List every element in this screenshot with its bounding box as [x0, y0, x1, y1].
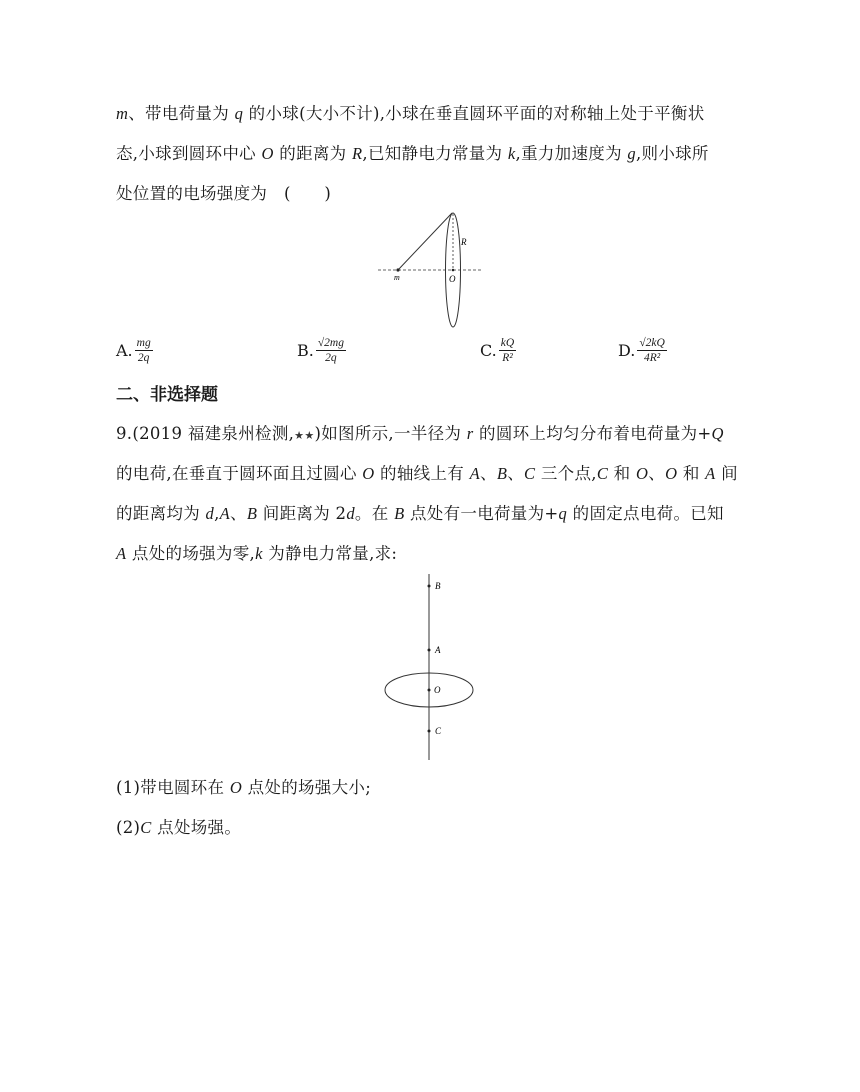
label-A: A — [435, 645, 441, 655]
q9-sub-2: (2)C 点处场强。 — [116, 818, 242, 837]
point-O-dot — [428, 689, 431, 692]
q9-line-1: 9.(2019 福建泉州检测,★★)如图所示,一半径为 r 的圆环上均匀分布着电荷量为+Q — [116, 424, 724, 443]
q9-line-3: 的距离均为 d,A、B 间距离为 2d。在 B 点处有一电荷量为+q 的固定点电荷。已知 — [116, 504, 724, 523]
q8-line-3: 处位置的电场强度为 ( ) — [116, 184, 332, 203]
center-dot — [452, 269, 455, 272]
difficulty-stars-icon: ★★ — [294, 429, 315, 442]
point-A-dot — [428, 649, 431, 652]
point-C-dot — [428, 730, 431, 733]
option-b[interactable]: B. $\frac{√2mg}{2q}$ — [297, 337, 344, 364]
ring-ball-figure — [376, 208, 486, 332]
q9-sub-1: (1)带电圆环在 O 点处的场强大小; — [116, 778, 372, 797]
option-d-fraction: $\frac{√2kQ}{\text{4R²}}$ — [639, 337, 665, 364]
label-O2: O — [434, 685, 441, 695]
option-c[interactable]: C. $\frac{kQ}{\text{R²}}$ — [480, 337, 515, 364]
option-b-fraction: $\frac{√2mg}{2q}$ — [317, 337, 344, 364]
q9-line-2: 的电荷,在垂直于圆环面且过圆心 O 的轴线上有 A、B、C 三个点,C 和 O、O 和 A 间 — [116, 464, 738, 483]
label-m: m — [394, 273, 400, 282]
label-C: C — [435, 726, 442, 736]
label-R: R — [461, 237, 467, 247]
q8-line-2: 态,小球到圆环中心 O 的距离为 R,已知静电力常量为 k,重力加速度为 g,则小球所 — [116, 144, 709, 163]
option-d[interactable]: D. $\frac{√2kQ}{\text{4R²}}$ — [618, 337, 665, 364]
string-line — [398, 213, 452, 270]
option-a-fraction: $\frac{mg}{2q}$ — [136, 337, 151, 364]
section-heading: 二、非选择题 — [116, 385, 218, 405]
option-a[interactable]: A. $\frac{mg}{2q}$ — [116, 337, 151, 364]
label-B: B — [435, 581, 441, 591]
ring-axis-figure — [380, 572, 480, 764]
q8-line-1: m、带电荷量为 q 的小球(大小不计),小球在垂直圆环平面的对称轴上处于平衡状 — [116, 104, 705, 123]
q9-line-4: A 点处的场强为零,k 为静电力常量,求: — [116, 544, 398, 563]
option-c-fraction: $\frac{kQ}{\text{R²}}$ — [500, 337, 515, 364]
point-B-dot — [428, 585, 431, 588]
ball-dot — [396, 268, 399, 271]
label-O: O — [449, 274, 456, 284]
